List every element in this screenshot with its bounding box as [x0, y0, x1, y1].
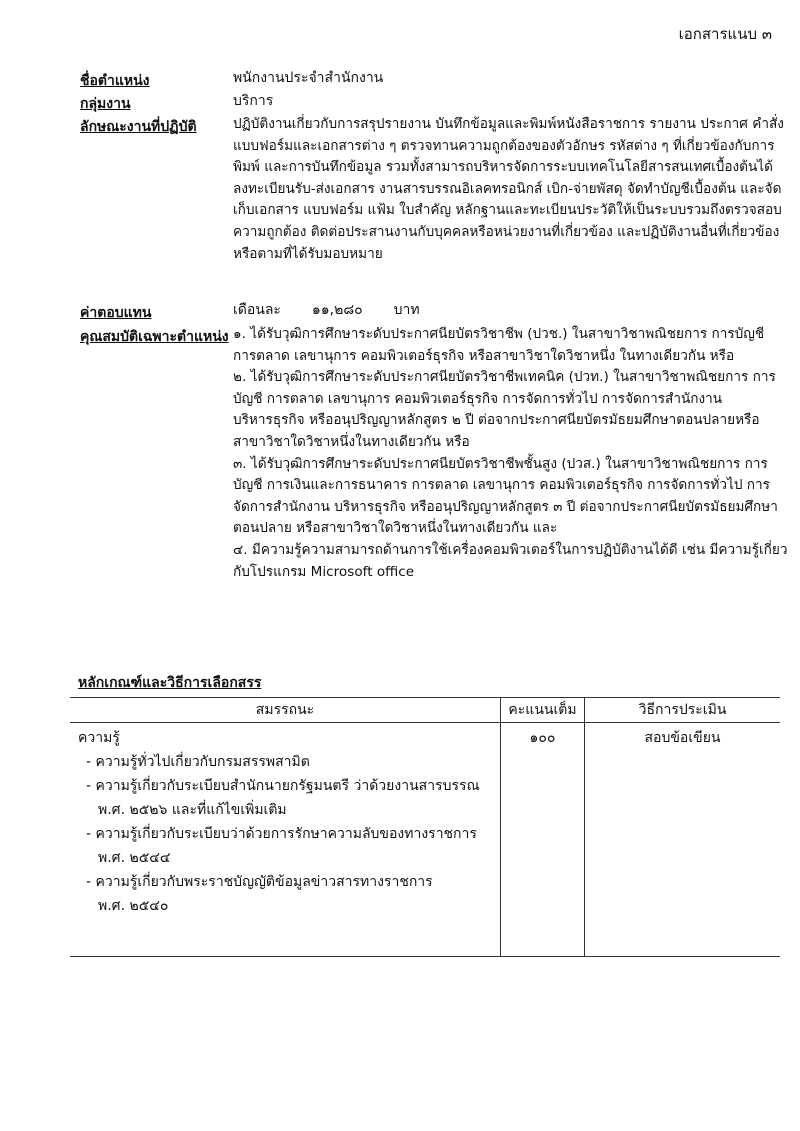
header-full-score: คะแนนเต็ม	[501, 698, 585, 723]
compensation-unit: บาท	[393, 302, 420, 318]
competency-item	[70, 870, 500, 918]
competency-item-text: - ความรู้เกี่ยวกับระเบียบสำนักนายกรัฐมนตรี ว่าด้วยงานสารบรรณ	[86, 778, 480, 794]
competency-item-subtext: พ.ศ. ๒๕๔๔	[98, 850, 171, 866]
compensation-value	[233, 300, 788, 322]
table-header-row	[70, 698, 780, 723]
compensation-amount: ๑๑,๒๘๐	[311, 302, 363, 318]
competency-category: ความรู้	[78, 730, 120, 746]
competency-item-text: - ความรู้เกี่ยวกับระเบียบว่าด้วยการรักษาความลับของทางราชการ	[86, 826, 477, 842]
compensation-prefix: เดือนละ	[233, 302, 281, 318]
document-reference: เอกสารแนบ ๓	[678, 25, 772, 43]
header-competency: สมรรถนะ	[70, 698, 501, 723]
position-name-label: ชื่อตำแหน่ง	[80, 73, 150, 89]
work-group-label: กลุ่มงาน	[80, 96, 131, 112]
competency-item-subtext: พ.ศ. ๒๕๒๖ และที่แก้ไขเพิ่มเติม	[98, 802, 287, 818]
competency-item	[70, 774, 500, 822]
qualification-item-1: ๑. ได้รับวุฒิการศึกษาระดับประกาศนียบัตรวิชาชีพ (ปวช.) ในสาขาวิชาพณิชยการ การบัญชี การตลาด เลขานุการ คอมพิวเตอร์ธุรกิจ หรือสาขาวิชาใดวิชาหนึ่ง ในทางเดียวกัน หรือ	[233, 326, 765, 364]
competency-item-text: - ความรู้เกี่ยวกับพระราชบัญญัติข้อมูลข่าวสารทางราชการ	[86, 874, 433, 890]
work-group-value: บริการ	[233, 93, 274, 109]
qualifications-label: คุณสมบัติเฉพาะตำแหน่ง	[80, 329, 229, 345]
full-score-cell: ๑๐๐	[501, 723, 585, 957]
qualifications-list	[233, 324, 788, 583]
qualification-item-3: ๓. ได้รับวุฒิการศึกษาระดับประกาศนียบัตรวิชาชีพชั้นสูง (ปวส.) ในสาขาวิชาพณิชยการ การบัญชี การเงินและการธนาคาร การตลาด เลขานุการ คอมพิวเตอร์ธุรกิจ การจัดการทั่วไป การจัดการสำนักงาน บริหารธุรกิจ หรืออนุปริญญาหลักสูตร ๓ ปี ต่อจากประกาศนียบัตรมัธยมศึกษาตอนปลาย หรือสาขาวิชาใดวิชาหนึ่งในทางเดียวกัน และ	[233, 455, 778, 537]
selection-criteria-table	[70, 697, 780, 957]
qualification-item-2: ๒. ได้รับวุฒิการศึกษาระดับประกาศนียบัตรวิชาชีพเทคนิค (ปวท.) ในสาขาวิชาพณิชยการ การบัญชี การตลาด เลขานุการ คอมพิวเตอร์ธุรกิจ การจัดการทั่วไป การจัดการสำนักงาน บริหารธุรกิจ หรืออนุปริญญาหลักสูตร ๒ ปี ต่อจากประกาศนียบัตรมัธยมศึกษาตอนปลายหรือสาขาวิชาใดวิชาหนึ่งในทางเดียวกัน หรือ	[233, 369, 776, 450]
job-description-label: ลักษณะงานที่ปฏิบัติ	[80, 119, 197, 135]
competency-cell	[70, 723, 501, 957]
qualification-item-4: ๔. มีความรู้ความสามารถด้านการใช้เครื่องคอมพิวเตอร์ในการปฏิบัติงานได้ดี เช่น มีความรู้เกี่ยวกับโปรแกรม Microsoft office	[233, 541, 788, 580]
competency-item	[70, 822, 500, 870]
selection-criteria-title: หลักเกณฑ์และวิธีการเลือกสรร	[78, 675, 262, 691]
compensation-label: ค่าตอบแทน	[80, 305, 152, 321]
table-row	[70, 723, 780, 957]
competency-item-text: - ความรู้ทั่วไปเกี่ยวกับกรมสรรพสามิต	[86, 754, 310, 770]
job-description-value: ปฏิบัติงานเกี่ยวกับการสรุปรายงาน บันทึกข้อมูลและพิมพ์หนังสือราชการ รายงาน ประกาศ คำสั่ง แบบฟอร์มและเอกสารต่าง ๆ ตรวจทานความถูกต้องของตัวอักษร รหัสต่าง ๆ ที่เกี่ยวข้องกับการพิมพ์ และการบันทึกข้อมูล รวมทั้งสามารถบริหารจัดการระบบเทคโนโลยีสารสนเทศเบื้องต้นได้ ลงทะเบียนรับ-ส่งเอกสาร งานสารบรรณอิเลคทรอนิกส์ เบิก-จ่ายพัสดุ จัดทำบัญชีเบื้องต้น และจัดเก็บเอกสาร แบบฟอร์ม แฟ้ม ใบสำคัญ หลักฐานและทะเบียนประวัติให้เป็นระบบรวมถึงตรวจสอบความถูกต้อง ติดต่อประสานงานกับบุคคลหรือหน่วยงานที่เกี่ยวข้อง และปฏิบัติงานอื่นที่เกี่ยวข้องหรือตามที่ได้รับมอบหมาย	[233, 116, 784, 262]
header-assessment-method: วิธีการประเมิน	[585, 698, 781, 723]
competency-item-subtext: พ.ศ. ๒๕๔๐	[98, 898, 169, 914]
position-name-value: พนักงานประจำสำนักงาน	[233, 70, 384, 86]
competency-item	[70, 750, 500, 774]
assessment-method-cell: สอบข้อเขียน	[585, 723, 781, 957]
